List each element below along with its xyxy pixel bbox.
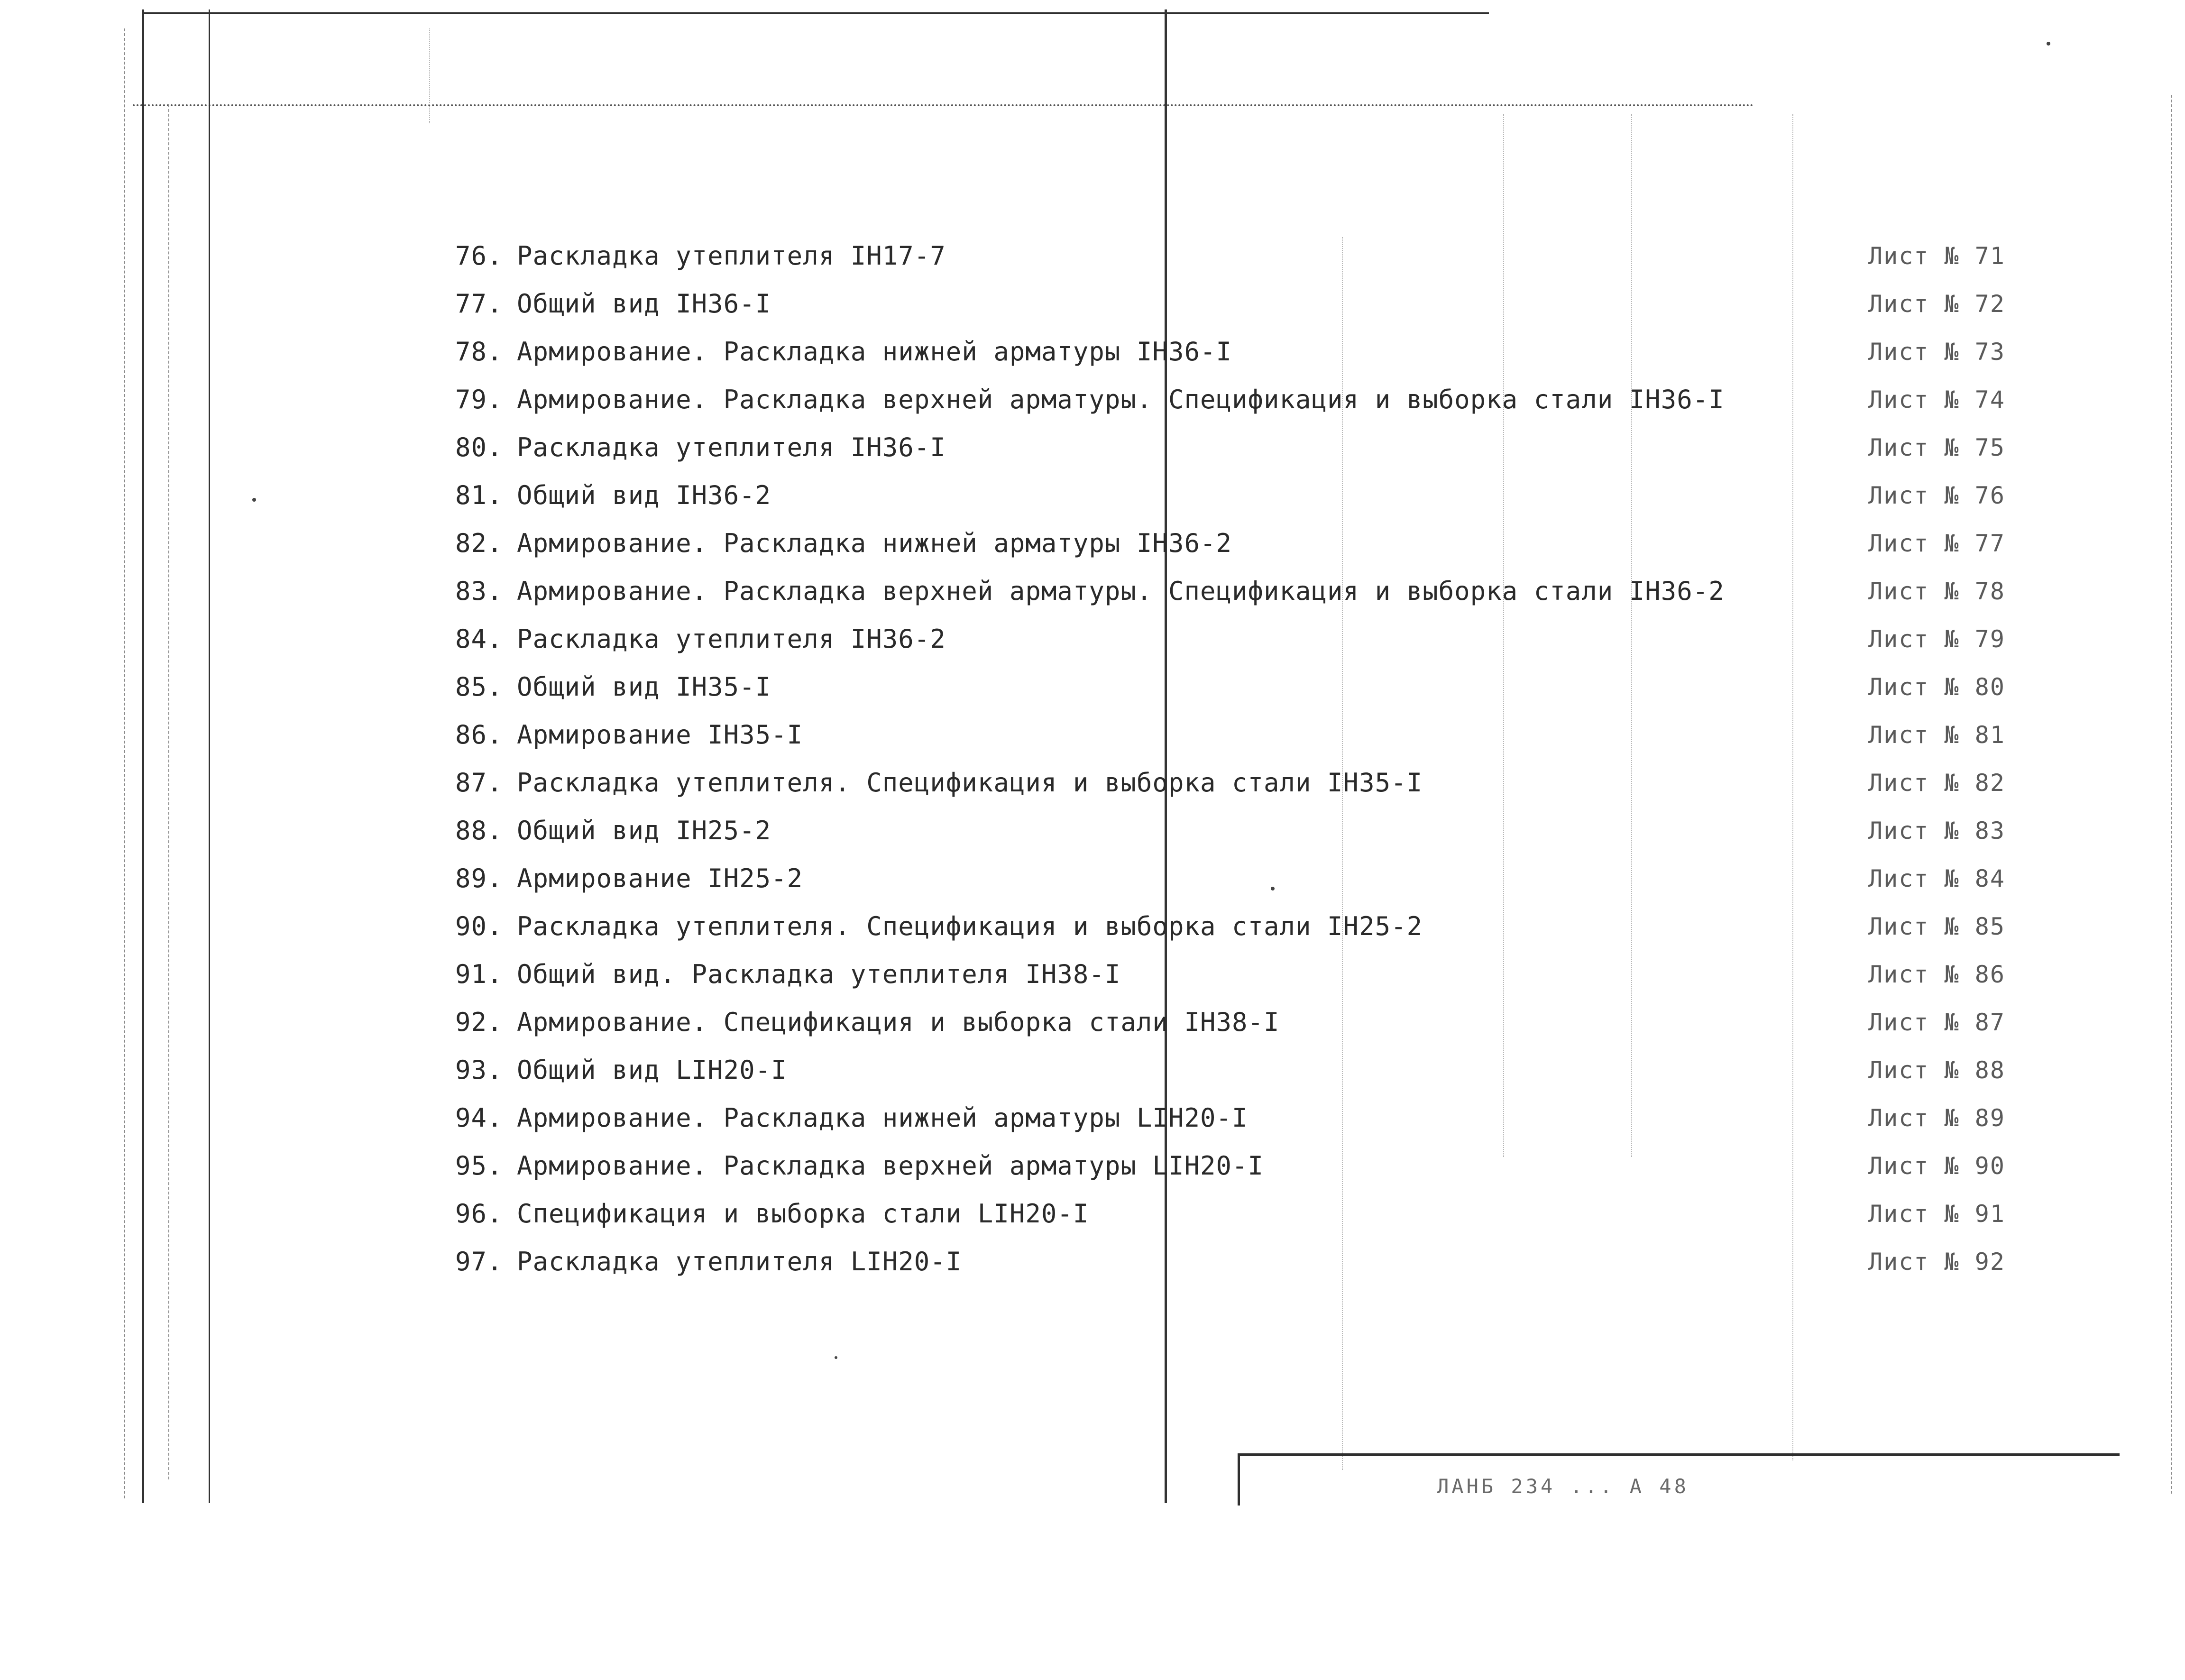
faint-column-line — [1792, 114, 1793, 1460]
entry-number: 96. — [455, 1199, 503, 1229]
list-item — [455, 1240, 962, 1283]
entry-title: Раскладка утеплителя LIH20-I — [517, 1247, 962, 1276]
entry-title: Армирование. Раскладка нижней арматуры IH36-2 — [517, 528, 1232, 558]
entry-number: 79. — [455, 385, 503, 414]
entry-number: 90. — [455, 911, 503, 941]
entry-title: Раскладка утеплителя IH36-2 — [517, 624, 946, 654]
sheet-ref: Лист № 78 — [1868, 578, 2005, 605]
entry-number: 94. — [455, 1103, 503, 1133]
entry-title: Общий вид. Раскладка утеплителя IH38-I — [517, 959, 1121, 989]
entry-number: 92. — [455, 1007, 503, 1037]
faint-column-line — [1342, 237, 1343, 1470]
sheet-ref: Лист № 77 — [1868, 530, 2005, 557]
sheet-ref: Лист № 81 — [1868, 721, 2005, 749]
sheet-ref: Лист № 74 — [1868, 386, 2005, 413]
scan-speck — [252, 498, 256, 502]
entry-number: 97. — [455, 1247, 503, 1276]
entry-title: Раскладка утеплителя IH36-I — [517, 432, 946, 462]
entry-number: 93. — [455, 1055, 503, 1085]
faint-column-line — [1503, 114, 1504, 1157]
sheet-ref: Лист № 88 — [1868, 1056, 2005, 1084]
sheet-ref: Лист № 91 — [1868, 1200, 2005, 1228]
sheet-ref: Лист № 86 — [1868, 961, 2005, 988]
list-item — [455, 618, 946, 661]
list-item — [455, 426, 946, 469]
list-item — [455, 522, 1232, 565]
entry-title: Армирование IH25-2 — [517, 863, 803, 893]
list-item — [455, 714, 803, 756]
entry-number: 87. — [455, 768, 503, 798]
top-border-line — [142, 12, 1489, 14]
header-rule-line — [133, 104, 1754, 106]
scan-speck — [1271, 887, 1275, 890]
left-margin-line-outer — [209, 9, 210, 1503]
entry-title: Армирование. Спецификация и выборка стали IH38-I — [517, 1007, 1280, 1037]
list-item — [455, 857, 803, 900]
entry-number: 86. — [455, 720, 503, 750]
stamp-frame-left-line — [1238, 1453, 1240, 1506]
list-item — [455, 666, 771, 708]
title-block-stamp — [1238, 1453, 2120, 1510]
list-item — [455, 1097, 1248, 1139]
entry-number: 85. — [455, 672, 503, 702]
entry-number: 82. — [455, 528, 503, 558]
entry-title: Армирование. Раскладка верхней арматуры. Спецификация и выборка стали IH36-I — [517, 385, 1725, 414]
right-edge-dashed-line — [2171, 95, 2172, 1494]
list-item — [455, 474, 771, 517]
sheet-ref: Лист № 79 — [1868, 625, 2005, 653]
sheet-ref: Лист № 75 — [1868, 434, 2005, 461]
entry-number: 83. — [455, 576, 503, 606]
sheet-ref: Лист № 72 — [1868, 290, 2005, 318]
entry-number: 89. — [455, 863, 503, 893]
faint-column-line — [429, 28, 430, 123]
center-vertical-line — [1165, 9, 1167, 1503]
entry-number: 95. — [455, 1151, 503, 1181]
list-item — [455, 330, 1232, 373]
sheet-ref: Лист № 83 — [1868, 817, 2005, 845]
sheet-ref: Лист № 73 — [1868, 338, 2005, 366]
entry-title: Раскладка утеплителя. Спецификация и выборка стали IH25-2 — [517, 911, 1423, 941]
entry-title: Общий вид IH35-I — [517, 672, 771, 702]
entry-title: Армирование. Раскладка нижней арматуры LIH20-I — [517, 1103, 1248, 1133]
list-item — [455, 1049, 787, 1092]
list-item — [455, 1193, 1089, 1235]
sheet-ref: Лист № 85 — [1868, 913, 2005, 940]
entry-number: 78. — [455, 337, 503, 367]
list-item — [455, 762, 1423, 804]
entry-title: Спецификация и выборка стали LIH20-I — [517, 1199, 1089, 1229]
entry-number: 81. — [455, 480, 503, 510]
list-item — [455, 570, 1725, 613]
list-item — [455, 905, 1423, 948]
list-item — [455, 953, 1120, 996]
list-item — [455, 283, 771, 325]
left-edge-dashed-line — [124, 28, 125, 1498]
entry-number: 91. — [455, 959, 503, 989]
list-item — [455, 378, 1725, 421]
entry-title: Армирование. Раскладка верхней арматуры LIH20-I — [517, 1151, 1264, 1181]
stamp-code: ЛАНБ 234 ... А 48 — [1437, 1475, 1689, 1498]
list-item — [455, 235, 946, 277]
sheet-ref: Лист № 84 — [1868, 865, 2005, 892]
scan-speck — [835, 1356, 837, 1359]
entry-title: Раскладка утеплителя. Спецификация и выборка стали IH35-I — [517, 768, 1423, 798]
entry-title: Общий вид LIH20-I — [517, 1055, 787, 1085]
left-edge-dashed-line-2 — [168, 104, 169, 1479]
entry-title: Общий вид IH36-I — [517, 289, 771, 319]
stamp-frame-top-line — [1238, 1453, 2120, 1456]
entry-title: Общий вид IH25-2 — [517, 816, 771, 845]
sheet-ref: Лист № 89 — [1868, 1104, 2005, 1132]
entry-number: 84. — [455, 624, 503, 654]
entry-title: Армирование. Раскладка верхней арматуры. Спецификация и выборка стали IH36-2 — [517, 576, 1725, 606]
entry-title: Армирование. Раскладка нижней арматуры IH36-I — [517, 337, 1232, 367]
entry-number: 88. — [455, 816, 503, 845]
entry-number: 77. — [455, 289, 503, 319]
faint-column-line — [1631, 114, 1632, 1157]
list-item — [455, 1145, 1264, 1187]
list-item — [455, 809, 771, 852]
scan-speck — [2047, 42, 2050, 46]
sheet-ref: Лист № 71 — [1868, 242, 2005, 270]
list-item — [455, 1001, 1280, 1044]
left-margin-line — [142, 9, 144, 1503]
entry-title: Общий вид IH36-2 — [517, 480, 771, 510]
sheet-ref: Лист № 76 — [1868, 482, 2005, 509]
entry-title: Армирование IH35-I — [517, 720, 803, 750]
sheet-ref: Лист № 90 — [1868, 1152, 2005, 1180]
entry-number: 76. — [455, 241, 503, 271]
sheet-ref: Лист № 92 — [1868, 1248, 2005, 1276]
sheet-ref: Лист № 80 — [1868, 673, 2005, 701]
entry-number: 80. — [455, 432, 503, 462]
entry-title: Раскладка утеплителя IH17-7 — [517, 241, 946, 271]
sheet-ref: Лист № 82 — [1868, 769, 2005, 797]
sheet-ref: Лист № 87 — [1868, 1009, 2005, 1036]
